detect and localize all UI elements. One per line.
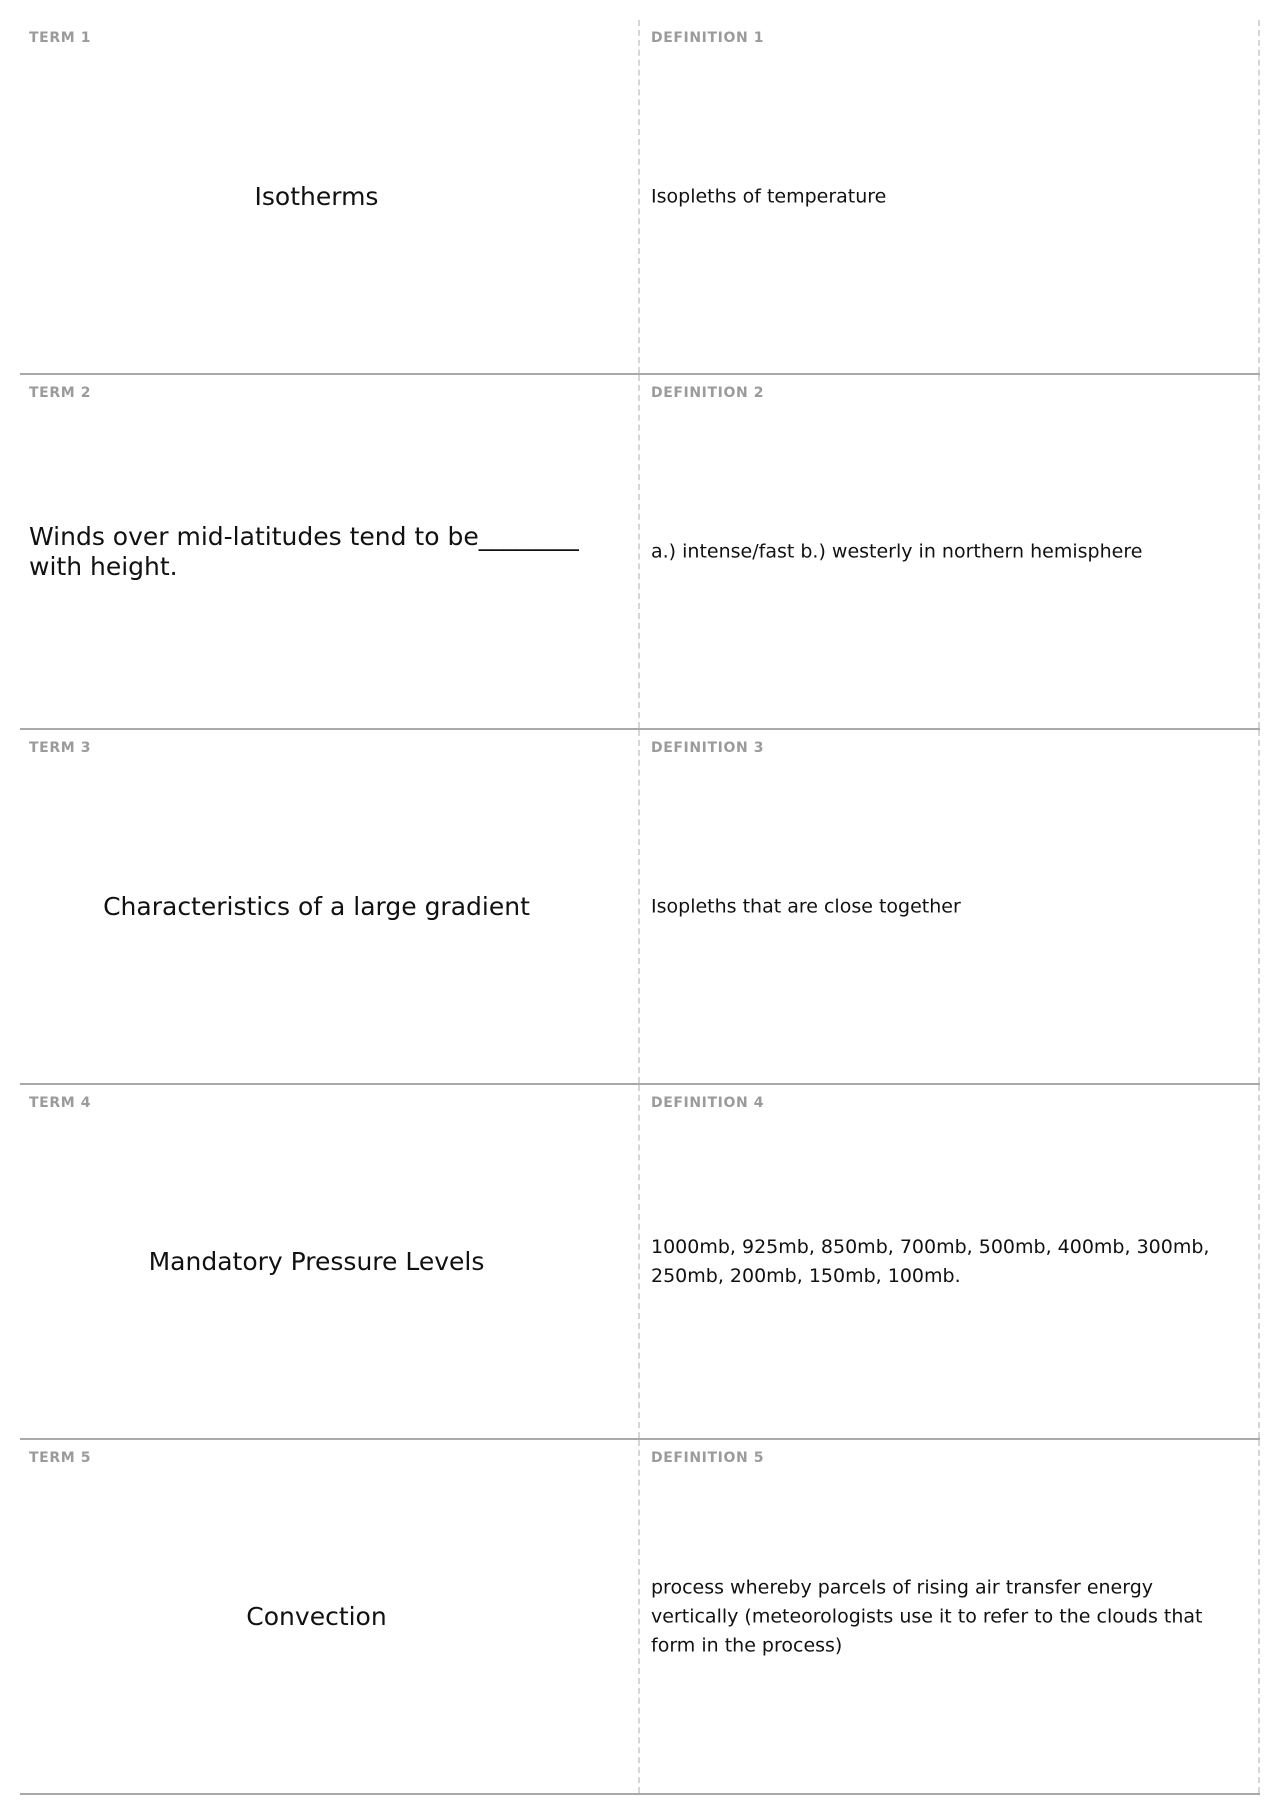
definition-text: Isopleths of temperature [651, 185, 887, 207]
term-label: TERM 4 [29, 1095, 92, 1111]
definition-text: a.) intense/fast b.) westerly in northern hemisphere [651, 540, 1143, 562]
term-label: TERM 2 [29, 385, 92, 401]
term-cell [20, 1440, 640, 1793]
definition-text: Isopleths that are close together [651, 895, 961, 917]
flashcard-row-3 [20, 730, 1260, 1085]
term-text: Winds over mid-latitudes tend to be________ with height. [29, 521, 579, 581]
definition-label: DEFINITION 2 [651, 385, 765, 401]
term-label: TERM 5 [29, 1450, 92, 1466]
term-label: TERM 3 [29, 740, 92, 756]
term-cell [20, 1085, 640, 1438]
flashcard-row-4 [20, 1085, 1260, 1440]
term-text: Isotherms [254, 181, 379, 211]
definition-label: DEFINITION 3 [651, 740, 765, 756]
definition-cell [640, 730, 1260, 1083]
flashcard-row-2 [20, 375, 1260, 730]
flashcard-row-5 [20, 1440, 1260, 1795]
definition-cell [640, 375, 1260, 728]
term-text: Mandatory Pressure Levels [148, 1246, 485, 1276]
term-cell [20, 375, 640, 728]
definition-cell [640, 20, 1260, 373]
flashcard-sheet [20, 20, 1260, 1795]
term-text: Convection [246, 1601, 387, 1631]
term-cell [20, 730, 640, 1083]
definition-label: DEFINITION 5 [651, 1450, 765, 1466]
definition-cell [640, 1085, 1260, 1438]
definition-text: 1000mb, 925mb, 850mb, 700mb, 500mb, 400mb, 300mb, 250mb, 200mb, 150mb, 100mb. [651, 1235, 1210, 1287]
definition-text: process whereby parcels of rising air transfer energy vertically (meteorologists use it to refer to the clouds that form in the process) [651, 1576, 1203, 1656]
definition-cell [640, 1440, 1260, 1793]
definition-label: DEFINITION 4 [651, 1095, 765, 1111]
term-cell [20, 20, 640, 373]
definition-label: DEFINITION 1 [651, 30, 765, 46]
term-label: TERM 1 [29, 30, 92, 46]
flashcard-row-1 [20, 20, 1260, 375]
term-text: Characteristics of a large gradient [103, 891, 530, 921]
